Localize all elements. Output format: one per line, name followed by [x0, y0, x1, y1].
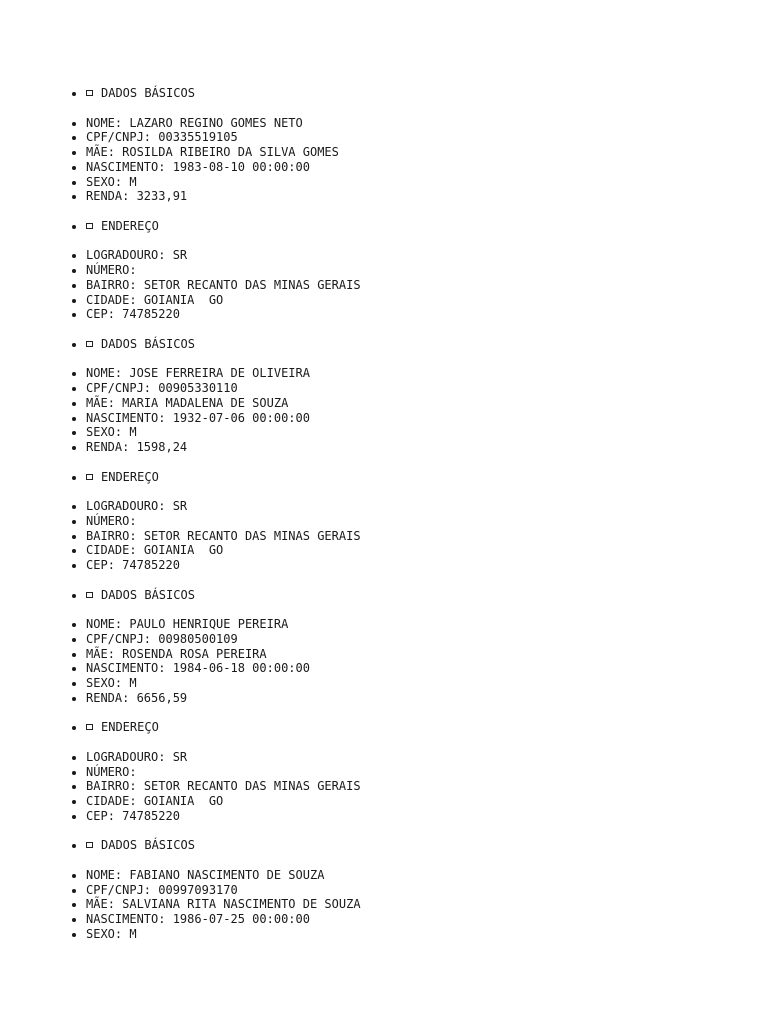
field-cpf-cnpj: [72, 381, 732, 396]
field-label: CPF/CNPJ :: [86, 130, 158, 144]
field-value: SR: [172, 248, 188, 263]
field-label: CEP :: [86, 558, 122, 572]
section-heading-dados-basicos: [72, 588, 732, 603]
field-label: NASCIMENTO :: [86, 160, 173, 174]
field-nome: [72, 366, 732, 381]
field-label: CPF/CNPJ :: [86, 883, 158, 897]
field-logradouro: [72, 750, 732, 765]
field-cidade: [72, 293, 732, 308]
field-label: CPF/CNPJ :: [86, 632, 158, 646]
basic-fields: [72, 617, 732, 706]
field-nascimento: [72, 661, 732, 676]
field-label: MÃE :: [86, 396, 122, 410]
field-label: NÚMERO :: [86, 765, 144, 779]
field-nome: [72, 868, 732, 883]
field-value: 1932-07-06 00:00:00: [172, 410, 310, 425]
field-cpf-cnpj: [72, 883, 732, 898]
field-cidade: [72, 543, 732, 558]
section-heading-dados-basicos: [72, 838, 732, 853]
field-label: BAIRRO :: [86, 278, 144, 292]
field-label: SEXO :: [86, 676, 129, 690]
field-nascimento: [72, 411, 732, 426]
field-value: FABIANO NASCIMENTO DE SOUZA: [129, 867, 325, 882]
field-label: LOGRADOURO :: [86, 750, 173, 764]
field-sexo: [72, 676, 732, 691]
section-heading-dados-basicos: [72, 86, 732, 101]
field-value: 00335519105: [158, 130, 238, 145]
field-sexo: [72, 927, 732, 942]
bullet-icon: [72, 387, 76, 391]
field-nome: [72, 116, 732, 131]
field-label: NOME :: [86, 366, 129, 380]
field-label: SEXO :: [86, 175, 129, 189]
bullet-icon: [72, 874, 76, 878]
bullet-icon: [72, 402, 76, 406]
bullet-icon: [72, 122, 76, 126]
field-value: SETOR RECANTO DAS MINAS GERAIS: [143, 528, 361, 543]
field-value: SETOR RECANTO DAS MINAS GERAIS: [143, 277, 361, 292]
field-value: 74785220: [122, 307, 180, 322]
bullet-icon: [72, 889, 76, 893]
field-value: 1983-08-10 00:00:00: [172, 159, 310, 174]
bullet-icon: [72, 446, 76, 450]
field-bairro: [72, 278, 732, 293]
square-icon: [86, 223, 93, 229]
field-bairro: [72, 529, 732, 544]
field-label: MÃE :: [86, 647, 122, 661]
field-value: SR: [172, 499, 188, 513]
field-numero: [72, 765, 732, 780]
field-value: JOSE FERREIRA DE OLIVEIRA: [129, 366, 310, 381]
bullet-icon: [72, 771, 76, 775]
field-value: MARIA MADALENA DE SOUZA: [122, 395, 289, 410]
field-value: 1598,24: [136, 440, 188, 454]
bullet-icon: [72, 726, 76, 730]
bullet-icon: [72, 372, 76, 376]
field-value: SALVIANA RITA NASCIMENTO DE SOUZA: [122, 897, 361, 912]
field-value: 74785220: [122, 558, 180, 572]
field-label: NASCIMENTO :: [86, 411, 173, 425]
bullet-icon: [72, 313, 76, 317]
bullet-icon: [72, 299, 76, 303]
field-label: CEP :: [86, 809, 122, 823]
bullet-icon: [72, 800, 76, 804]
field-numero: [72, 514, 732, 529]
bullet-icon: [72, 903, 76, 907]
field-value: GOIANIA GO: [143, 543, 224, 558]
field-label: BAIRRO :: [86, 779, 144, 793]
section-heading-text: DADOS BÁSICOS: [101, 86, 195, 100]
square-icon: [86, 592, 93, 598]
field-nascimento: [72, 912, 732, 927]
field-label: SEXO :: [86, 927, 129, 941]
field-renda: [72, 189, 732, 204]
bullet-icon: [72, 417, 76, 421]
section-heading-text: ENDEREÇO: [101, 218, 159, 233]
bullet-icon: [72, 151, 76, 155]
bullet-icon: [72, 667, 76, 671]
field-cpf-cnpj: [72, 130, 732, 145]
bullet-icon: [72, 682, 76, 686]
bullet-icon: [72, 638, 76, 642]
bullet-icon: [72, 844, 76, 848]
field-value: SETOR RECANTO DAS MINAS GERAIS: [143, 779, 361, 794]
bullet-icon: [72, 92, 76, 96]
field-label: CIDADE :: [86, 293, 144, 307]
section-heading-text: ENDEREÇO: [101, 469, 159, 484]
bullet-icon: [72, 431, 76, 435]
bullet-icon: [72, 549, 76, 553]
square-icon: [86, 341, 93, 347]
address-fields: [72, 750, 732, 824]
field-value: 6656,59: [136, 690, 188, 705]
document-body: [72, 86, 732, 956]
section-heading-endereco: [72, 720, 732, 735]
field-value: ROSILDA RIBEIRO DA SILVA GOMES: [122, 145, 339, 159]
field-mae: [72, 647, 732, 662]
field-value: 74785220: [122, 808, 180, 823]
field-label: SEXO :: [86, 425, 129, 439]
field-value: SR: [172, 749, 188, 764]
field-value: M: [129, 174, 137, 189]
field-value: 1986-07-25 00:00:00: [172, 912, 310, 926]
section-heading-endereco: [72, 219, 732, 234]
field-value: M: [129, 926, 137, 941]
field-label: NÚMERO :: [86, 263, 144, 277]
field-value: ROSENDA ROSA PEREIRA: [122, 646, 267, 661]
bullet-icon: [72, 933, 76, 937]
bullet-icon: [72, 785, 76, 789]
address-fields: [72, 248, 732, 322]
field-label: BAIRRO :: [86, 529, 144, 543]
section-heading-text: DADOS BÁSICOS: [101, 336, 195, 351]
square-icon: [86, 474, 93, 480]
field-cpf-cnpj: [72, 632, 732, 647]
field-value: M: [129, 425, 137, 440]
person-record: [72, 86, 732, 322]
field-label: LOGRADOURO :: [86, 499, 173, 513]
field-mae: [72, 396, 732, 411]
bullet-icon: [72, 166, 76, 170]
basic-fields: [72, 366, 732, 455]
field-label: CEP :: [86, 307, 122, 321]
field-label: NOME :: [86, 116, 129, 130]
section-heading-dados-basicos: [72, 337, 732, 352]
bullet-icon: [72, 520, 76, 524]
field-cep: [72, 809, 732, 824]
bullet-icon: [72, 756, 76, 760]
bullet-icon: [72, 535, 76, 539]
bullet-icon: [72, 284, 76, 288]
field-label: MÃE :: [86, 897, 122, 911]
field-nome: [72, 617, 732, 632]
field-cidade: [72, 794, 732, 809]
field-label: NÚMERO :: [86, 514, 144, 528]
bullet-icon: [72, 505, 76, 509]
bullet-icon: [72, 476, 76, 480]
field-sexo: [72, 425, 732, 440]
field-bairro: [72, 779, 732, 794]
field-renda: [72, 691, 732, 706]
field-label: RENDA :: [86, 189, 137, 203]
address-fields: [72, 499, 732, 573]
bullet-icon: [72, 254, 76, 258]
square-icon: [86, 724, 93, 730]
bullet-icon: [72, 815, 76, 819]
field-numero: [72, 263, 732, 278]
field-value: 1984-06-18 00:00:00: [172, 661, 310, 676]
bullet-icon: [72, 564, 76, 568]
bullet-icon: [72, 594, 76, 598]
section-heading-text: DADOS BÁSICOS: [101, 838, 195, 853]
field-mae: [72, 145, 732, 160]
field-label: CIDADE :: [86, 543, 144, 557]
field-label: CPF/CNPJ :: [86, 381, 158, 395]
field-label: RENDA :: [86, 691, 137, 705]
square-icon: [86, 842, 93, 848]
bullet-icon: [72, 136, 76, 140]
field-mae: [72, 897, 732, 912]
field-value: GOIANIA GO: [143, 794, 224, 808]
field-label: NASCIMENTO :: [86, 661, 173, 675]
person-record: [72, 337, 732, 573]
bullet-icon: [72, 653, 76, 657]
field-label: CIDADE :: [86, 794, 144, 808]
bullet-icon: [72, 225, 76, 229]
field-value: 00997093170: [158, 882, 238, 897]
field-value: GOIANIA GO: [143, 292, 224, 307]
bullet-icon: [72, 343, 76, 347]
field-value: LAZARO REGINO GOMES NETO: [129, 115, 303, 130]
bullet-icon: [72, 269, 76, 273]
field-label: MÃE :: [86, 145, 122, 159]
bullet-icon: [72, 918, 76, 922]
field-value: PAULO HENRIQUE PEREIRA: [129, 617, 289, 631]
field-value: 00905330110: [158, 381, 238, 395]
field-logradouro: [72, 499, 732, 514]
field-cep: [72, 558, 732, 573]
field-label: NOME :: [86, 617, 129, 631]
basic-fields: [72, 116, 732, 205]
section-heading-text: ENDEREÇO: [101, 720, 159, 735]
field-nascimento: [72, 160, 732, 175]
field-cep: [72, 307, 732, 322]
bullet-icon: [72, 623, 76, 627]
person-record: [72, 588, 732, 824]
field-label: RENDA :: [86, 440, 137, 454]
basic-fields: [72, 868, 732, 942]
bullet-icon: [72, 195, 76, 199]
square-icon: [86, 90, 93, 96]
field-value: M: [129, 676, 137, 690]
field-label: NASCIMENTO :: [86, 912, 173, 926]
field-value: 00980500109: [158, 631, 238, 646]
bullet-icon: [72, 697, 76, 701]
bullet-icon: [72, 181, 76, 185]
field-logradouro: [72, 248, 732, 263]
person-record: [72, 838, 732, 941]
field-label: NOME :: [86, 868, 129, 882]
field-label: LOGRADOURO :: [86, 248, 173, 262]
section-heading-text: DADOS BÁSICOS: [101, 587, 195, 602]
section-heading-endereco: [72, 470, 732, 485]
field-renda: [72, 440, 732, 455]
field-value: 3233,91: [136, 189, 188, 204]
field-sexo: [72, 175, 732, 190]
